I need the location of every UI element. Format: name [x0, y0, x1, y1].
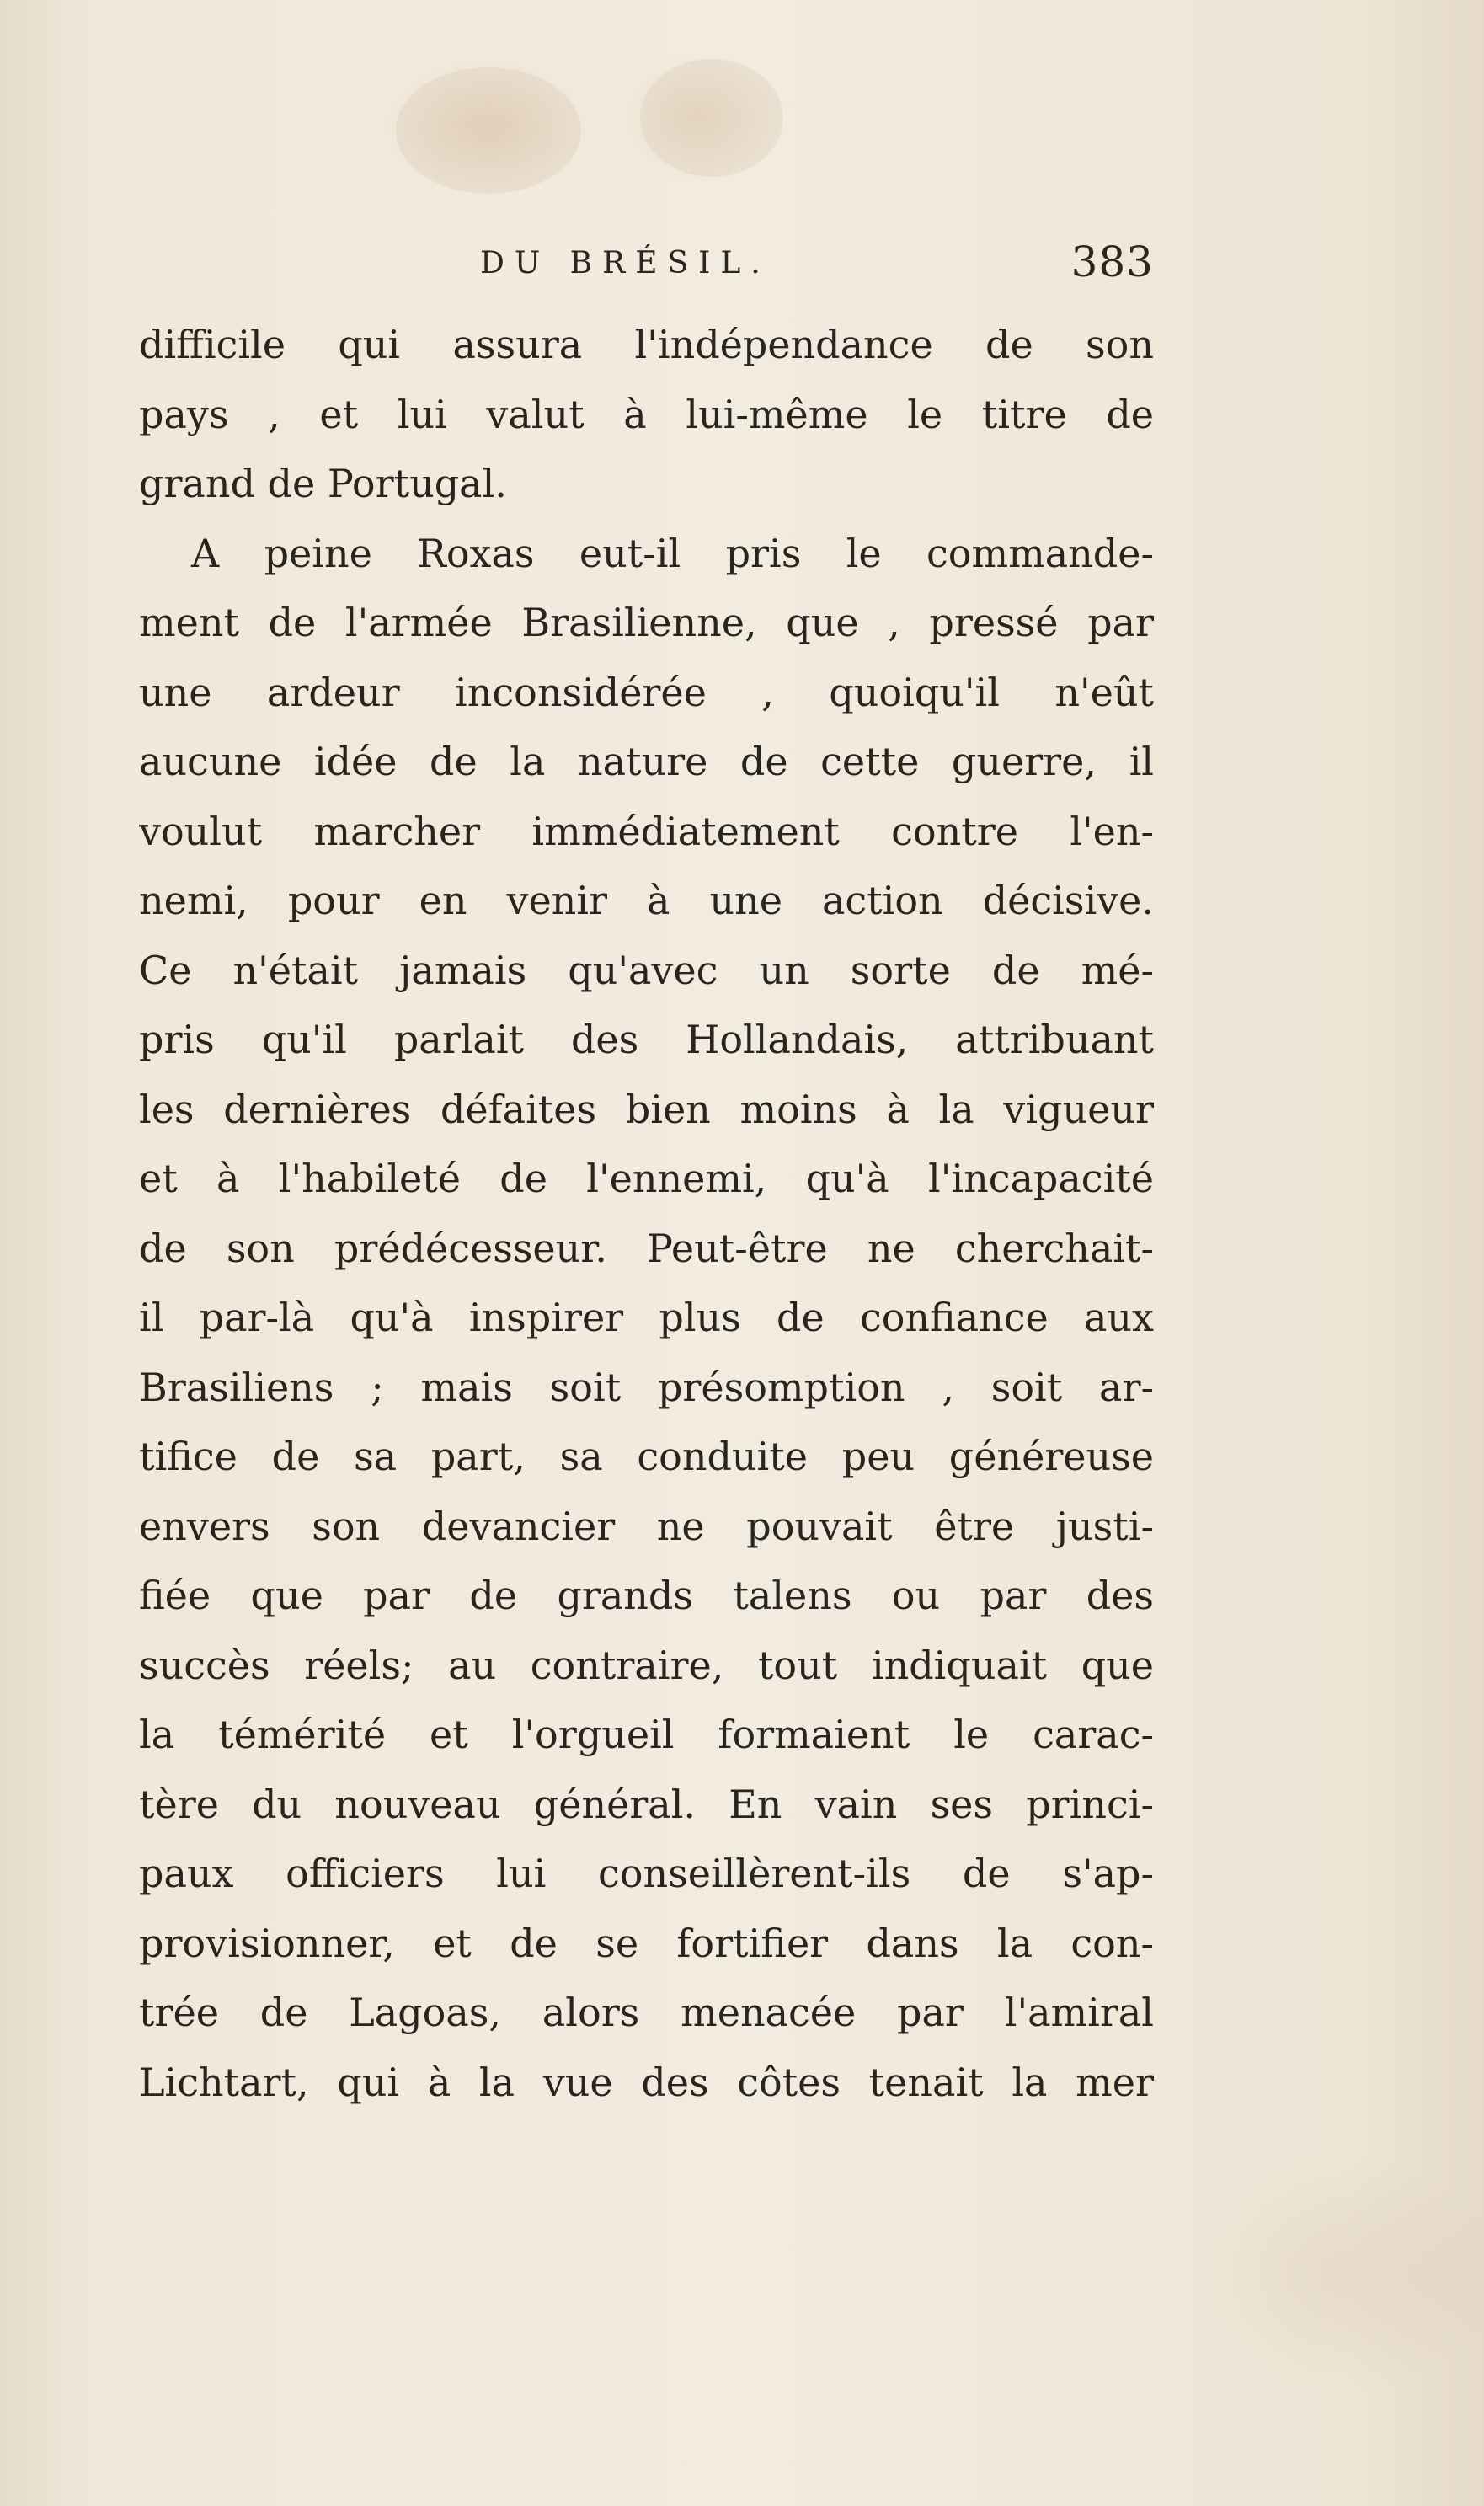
text-line: difficile qui assura l'indépendance de son [139, 322, 1154, 367]
page-number: 383 [1070, 238, 1154, 286]
text-line: Lichtart, qui à la vue des côtes tenait la mer [139, 2059, 1154, 2105]
paper-stain [396, 67, 581, 194]
text-line: de son prédécesseur. Peut-être ne cherchait- [139, 1225, 1154, 1271]
text-line: une ardeur inconsidérée , quoiqu'il n'eût [139, 669, 1154, 715]
text-line: Ce n'était jamais qu'avec un sorte de mé- [139, 947, 1154, 993]
text-line: les dernières défaites bien moins à la vigueur [139, 1086, 1154, 1132]
paper-stain [640, 59, 783, 177]
text-line: voulut marcher immédiatement contre l'en- [139, 808, 1154, 854]
text-line: Brasiliens ; mais soit présomption , soit ar- [139, 1364, 1154, 1410]
running-title: DU BRÉSIL. [480, 246, 771, 281]
text-line: trée de Lagoas, alors menacée par l'amiral [139, 1990, 1154, 2035]
text-line: tifice de sa part, sa conduite peu généreuse [139, 1434, 1154, 1479]
text-line: nemi, pour en venir à une action décisive. [139, 878, 1154, 923]
text-line: aucune idée de la nature de cette guerre, il [139, 739, 1154, 784]
text-line: il par-là qu'à inspirer plus de confiance aux [139, 1295, 1154, 1340]
running-head [139, 238, 1154, 297]
body-text [139, 310, 1154, 2117]
text-line: pays , et lui valut à lui-même le titre de [139, 391, 1154, 437]
text-line: paux officiers lui conseillèrent-ils de s'ap- [139, 1851, 1154, 1896]
text-line: envers son devancier ne pouvait être justi- [139, 1503, 1154, 1549]
text-line: succès réels; au contraire, tout indiquait que [139, 1642, 1154, 1688]
text-line: grand de Portugal. [139, 461, 507, 506]
text-line: pris qu'il parlait des Hollandais, attribuant [139, 1017, 1154, 1062]
text-line: tère du nouveau général. En vain ses princi- [139, 1781, 1154, 1827]
text-line: provisionner, et de se fortifier dans la con- [139, 1920, 1154, 1966]
text-line: A peine Roxas eut-il pris le commande- [191, 530, 1154, 576]
text-line: et à l'habileté de l'ennemi, qu'à l'incapacité [139, 1156, 1154, 1201]
text-line: ment de l'armée Brasilienne, que , pressé par [139, 600, 1154, 645]
text-line: fiée que par de grands talens ou par des [139, 1573, 1154, 1618]
text-line: la témérité et l'orgueil formaient le carac- [139, 1712, 1154, 1757]
